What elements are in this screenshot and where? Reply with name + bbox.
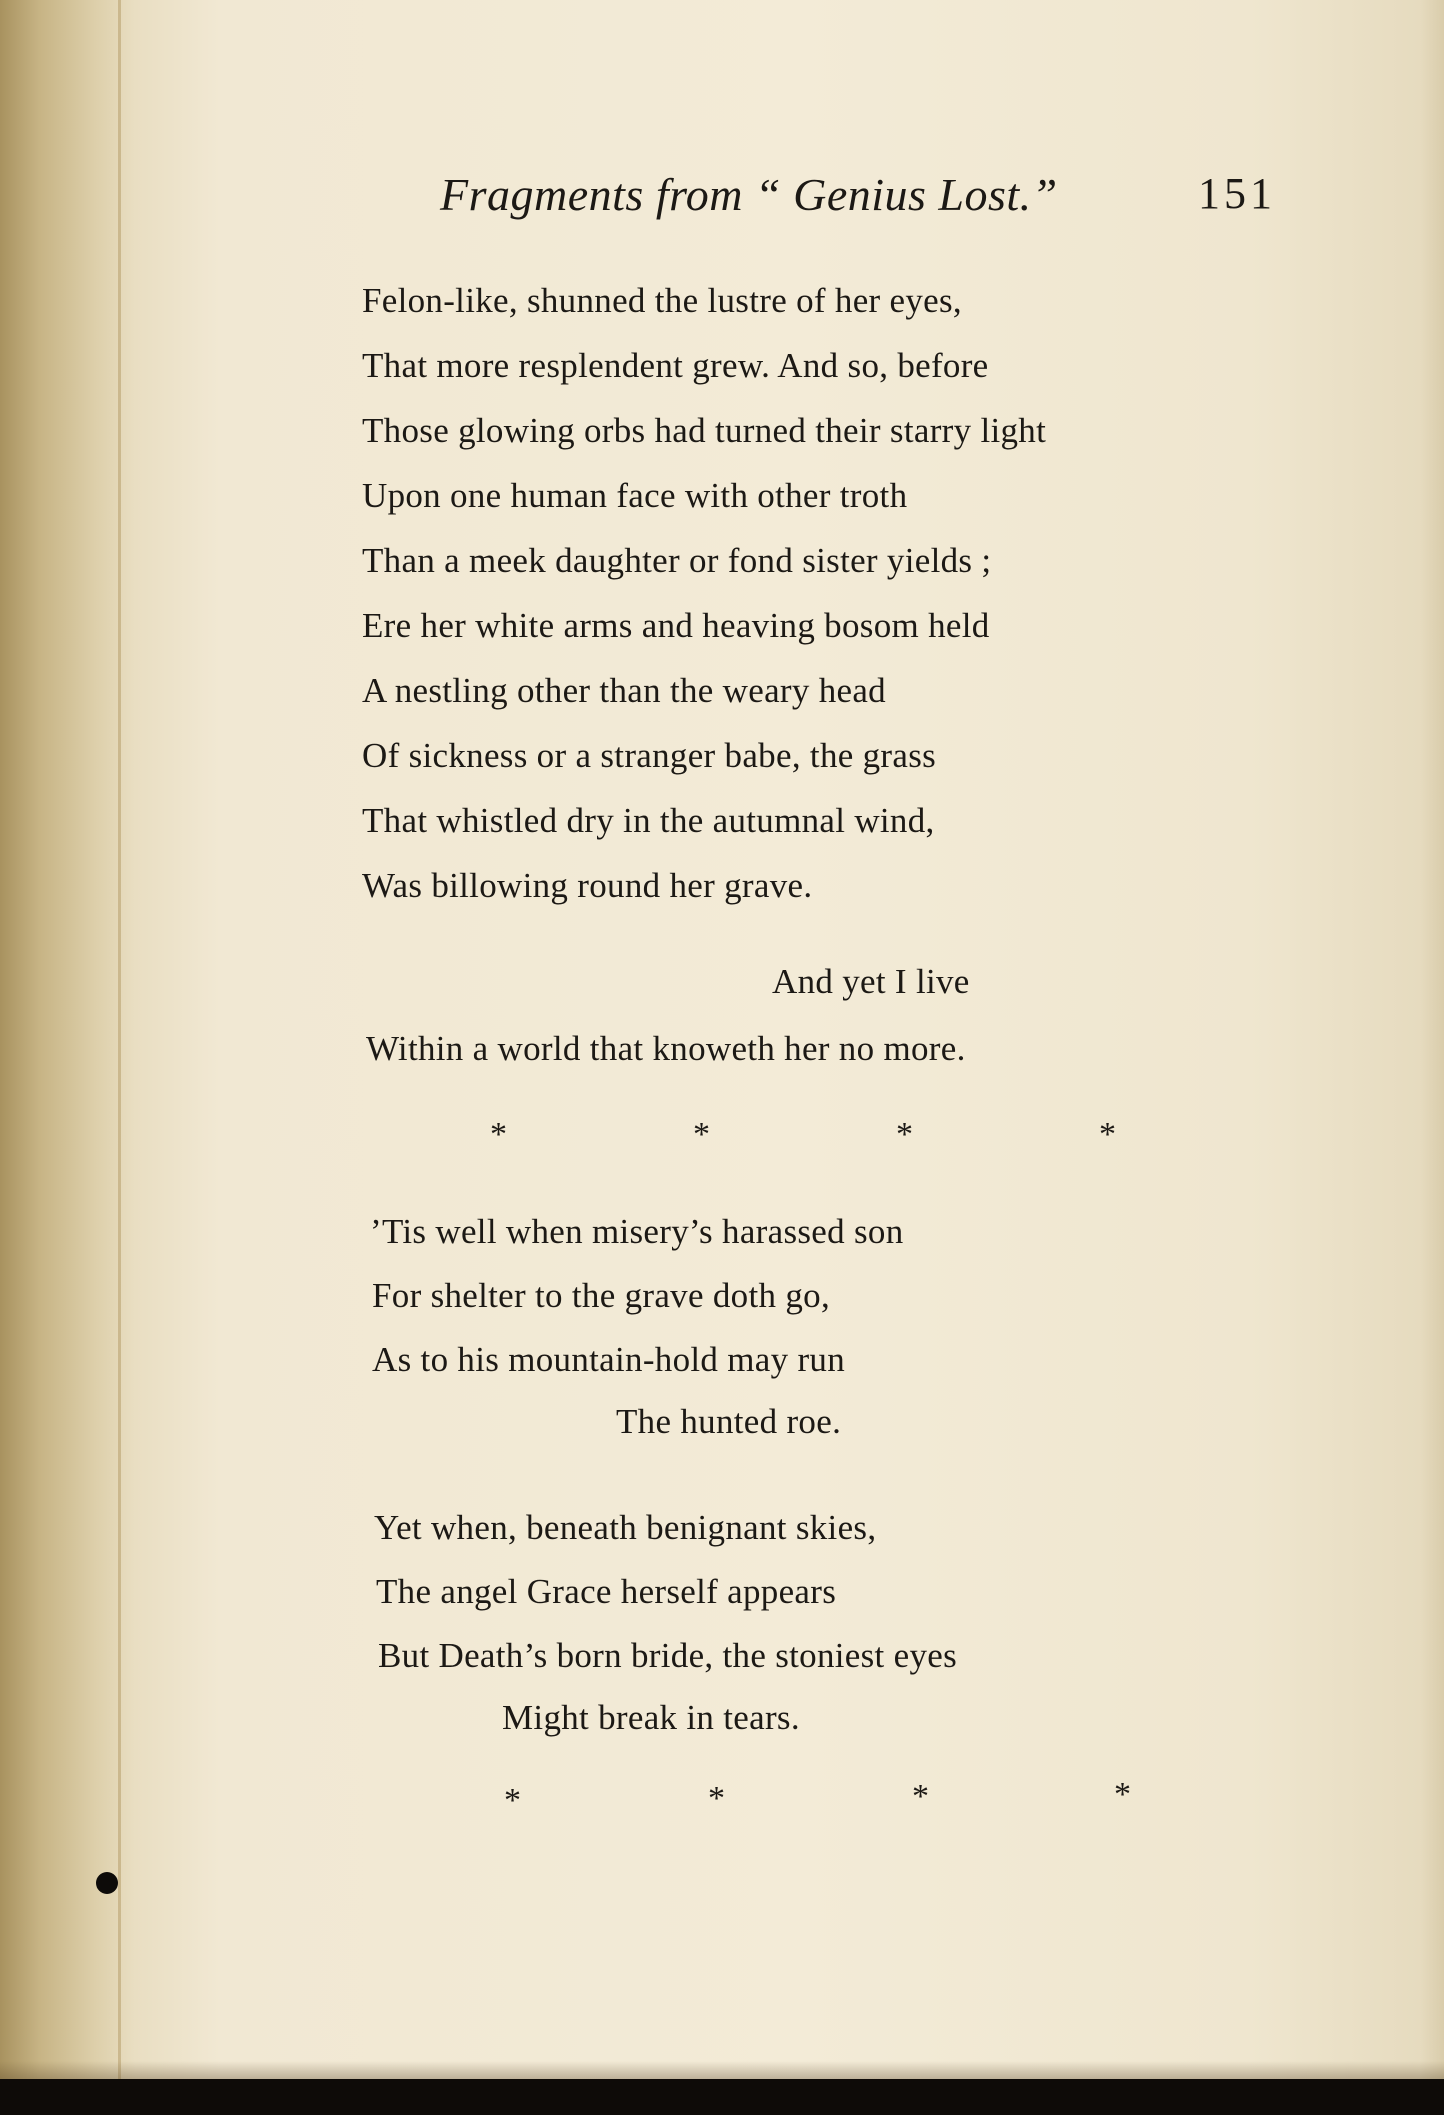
- poem-line: Felon-like, shunned the lustre of her eyes,: [362, 281, 962, 320]
- page-number: 151: [1198, 169, 1276, 218]
- poem-line: A nestling other than the weary head: [362, 671, 886, 710]
- poem-line: Was billowing round her grave.: [362, 866, 813, 905]
- poem-line: Within a world that knoweth her no more.: [366, 1029, 966, 1068]
- poem-line: Ere her white arms and heaving bosom held: [362, 606, 990, 645]
- asterism-star: *: [708, 1780, 725, 1817]
- poem-line: And yet I live: [772, 962, 970, 1001]
- poem-line: For shelter to the grave doth go,: [372, 1276, 830, 1315]
- page-bottom-shadow: [0, 2061, 1444, 2079]
- poem-line: The hunted roe.: [616, 1402, 842, 1441]
- asterism-star: *: [490, 1116, 507, 1153]
- poem-line: Of sickness or a stranger babe, the grass: [362, 736, 937, 775]
- poem-line: But Death’s born bride, the stoniest eyes: [378, 1636, 957, 1675]
- poem-line: Those glowing orbs had turned their starry light: [362, 411, 1047, 450]
- asterism-star: *: [912, 1778, 929, 1815]
- poem-line: That whistled dry in the autumnal wind,: [362, 801, 935, 840]
- poem-line: As to his mountain-hold may run: [372, 1340, 846, 1379]
- poem-line: The angel Grace herself appears: [376, 1572, 837, 1611]
- poem-line: ’Tis well when misery’s harassed son: [370, 1212, 904, 1251]
- binding-gutter: [118, 0, 121, 2080]
- poem-line: Upon one human face with other troth: [362, 476, 908, 515]
- asterism-star: *: [1114, 1776, 1131, 1813]
- poem-line: Might break in tears.: [502, 1698, 800, 1737]
- running-title: Fragments from “ Genius Lost.”: [440, 169, 1058, 220]
- poem-line: That more resplendent grew. And so, before: [362, 346, 989, 385]
- asterism-star: *: [504, 1782, 521, 1819]
- asterism-star: *: [1099, 1116, 1116, 1153]
- asterism-star: *: [693, 1116, 710, 1153]
- asterism-star: *: [896, 1116, 913, 1153]
- ink-spot: [96, 1872, 118, 1894]
- poem-line: Than a meek daughter or fond sister yields ;: [362, 541, 992, 580]
- page-bottom-edge: [0, 2079, 1444, 2115]
- page-header: [0, 168, 1444, 238]
- poem-line: Yet when, beneath benignant skies,: [374, 1508, 877, 1547]
